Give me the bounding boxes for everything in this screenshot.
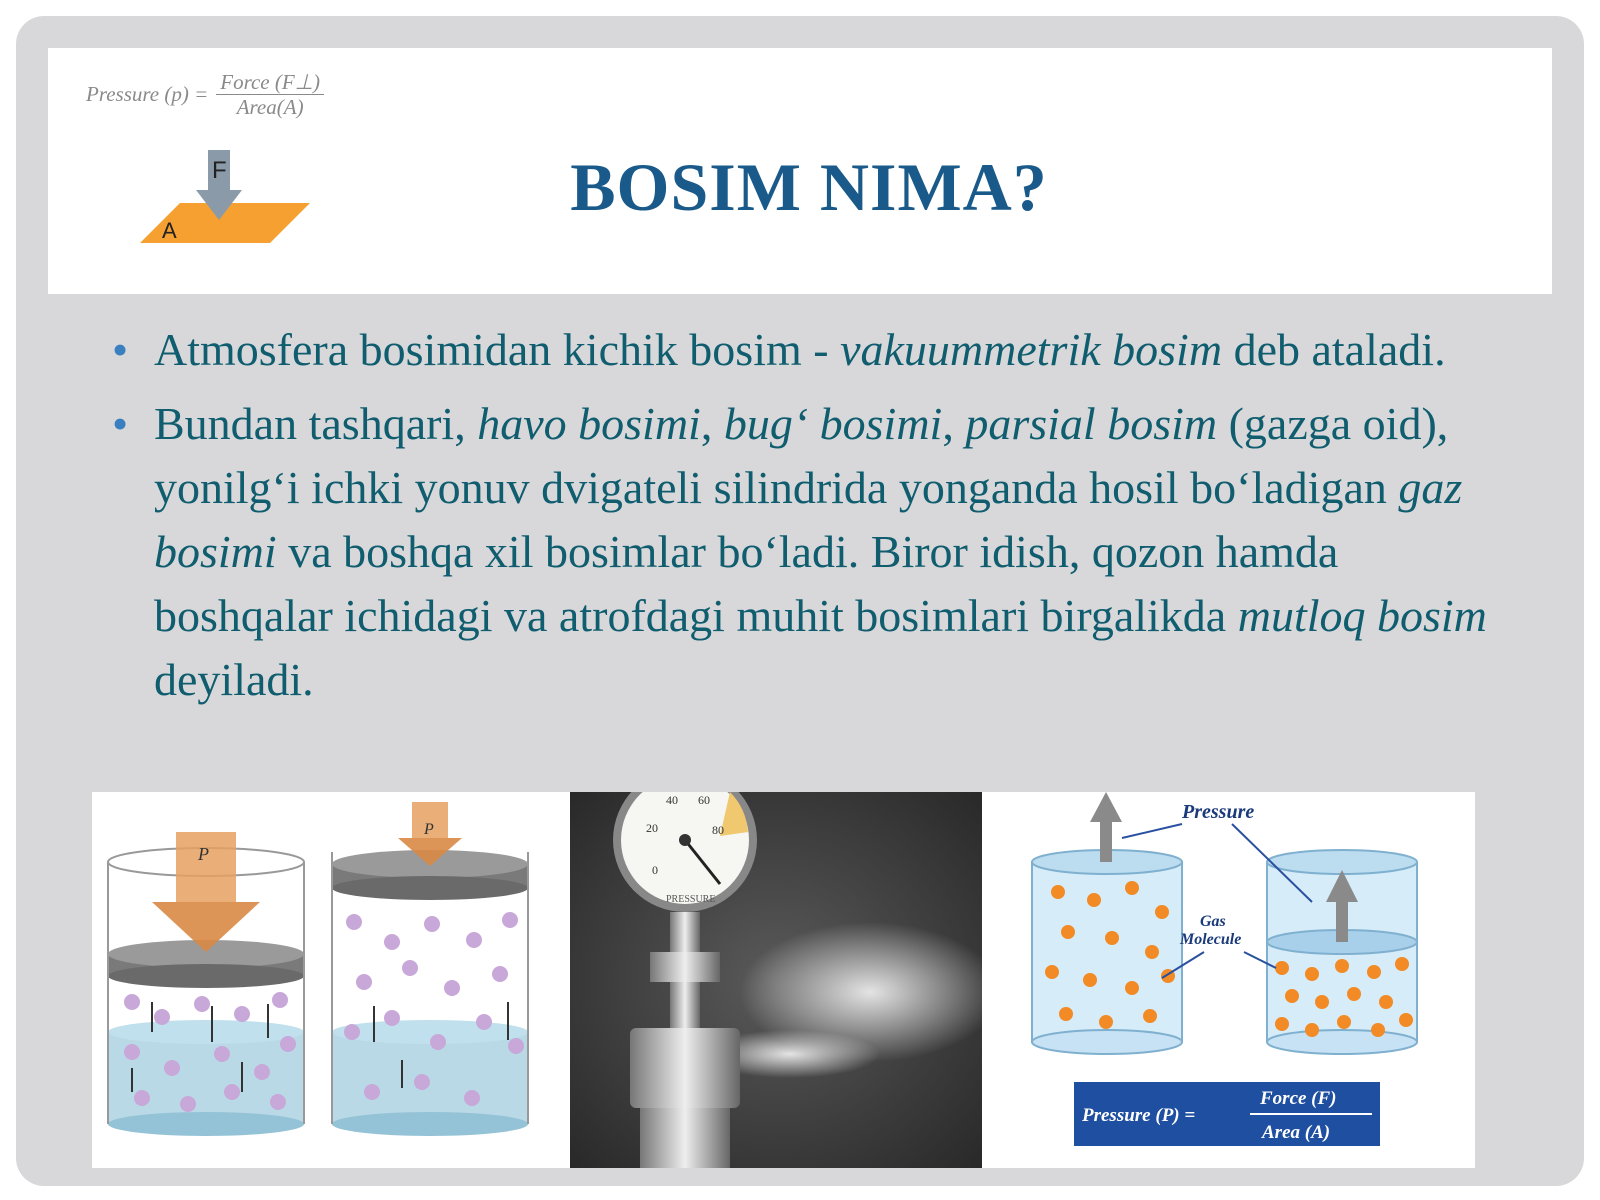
bullet-item-2 — [112, 392, 1512, 712]
svg-text:40: 40 — [666, 793, 678, 807]
cylinder-gas-left — [1032, 792, 1182, 1054]
svg-text:80: 80 — [712, 823, 724, 837]
formula-denominator: Area(A) — [236, 95, 304, 119]
svg-text:Area (A): Area (A) — [1262, 1122, 1331, 1143]
force-label: F — [212, 157, 227, 184]
formula-lhs: Pressure (p) = — [86, 82, 209, 106]
pressure-formula — [86, 70, 324, 119]
slide-body — [112, 318, 1512, 722]
cylinder-right — [332, 802, 528, 1136]
gauge-label: PRESSURE — [666, 894, 716, 905]
gas-molecule-image — [982, 792, 1475, 1168]
svg-text:Pressure (P) =: Pressure (P) = — [1082, 1105, 1196, 1126]
svg-text:20: 20 — [646, 821, 658, 835]
svg-text:Force (F): Force (F) — [1260, 1088, 1337, 1109]
bullet-2-text: Bundan tashqari, havo bosimi, bug‘ bosimi, parsial bosim (gazga oid), yonilg‘i ichki yonuv dvigateli silindrida yonganda hosil bo‘ladigan gaz bosimi va boshqa xil bosimlar bo‘ladi. Biror idish, qozon hamda boshqalar ichidagi va atrofdagi muhit bosimlari birgalikda mutloq bosim deyiladi. — [154, 398, 1487, 705]
svg-text:60: 60 — [698, 793, 710, 807]
bullet-dot-icon: • — [112, 398, 129, 449]
bullet-1-text: Atmosfera bosimidan kichik bosim - vakuummetrik bosim deb ataladi. — [154, 324, 1446, 375]
piston-label-right: P — [424, 821, 434, 838]
piston-cylinders-image — [92, 792, 572, 1168]
slide-title: BOSIM NIMA? — [570, 149, 1048, 225]
pressure-formula-box — [1074, 1082, 1380, 1146]
pressure-gauge-image — [570, 792, 982, 1168]
cylinder-left — [108, 832, 304, 1136]
slide-header — [48, 48, 1552, 294]
gas-label: Gas — [1200, 913, 1226, 930]
piston-label-left: P — [198, 844, 209, 864]
molecule-label: Molecule — [1180, 931, 1242, 948]
bullet-item-1 — [112, 318, 1512, 382]
pressure-label: Pressure — [1182, 801, 1255, 823]
illustration-strip — [92, 792, 1475, 1168]
formula-fraction — [216, 70, 324, 119]
svg-text:0: 0 — [652, 863, 658, 877]
bullet-dot-icon: • — [112, 324, 129, 375]
slide — [16, 16, 1584, 1186]
area-label: A — [162, 218, 177, 243]
formula-numerator: Force (F⊥) — [216, 70, 324, 95]
